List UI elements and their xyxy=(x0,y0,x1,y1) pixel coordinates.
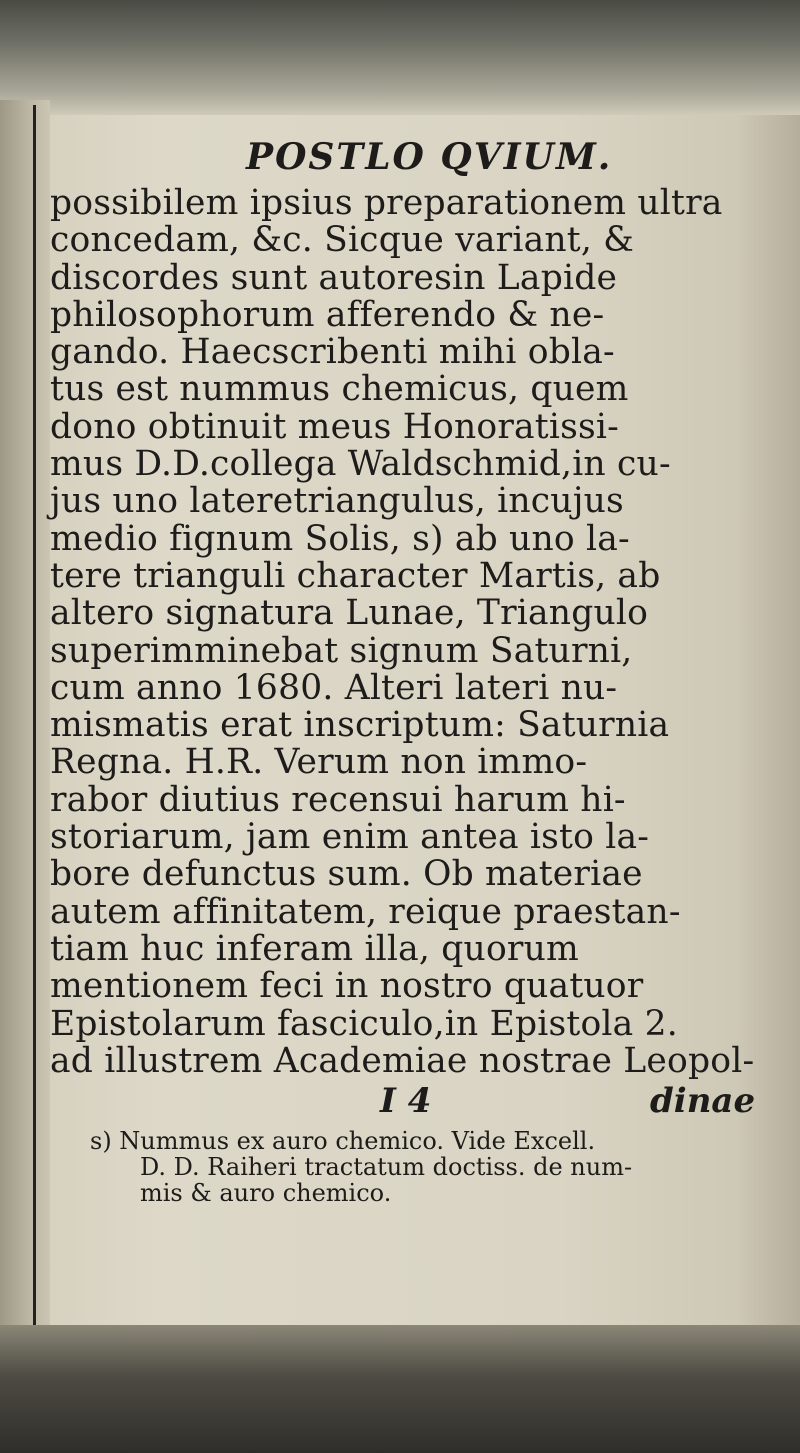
signature-mark: I 4 xyxy=(380,1081,432,1122)
text-line: storiarum, jam enim antea isto la- xyxy=(50,817,650,858)
text-line: cum anno 1680. Alteri lateri nu- xyxy=(50,667,618,708)
page-gutter xyxy=(0,100,50,1340)
text-line: mismatis erat inscriptum: Saturnia xyxy=(50,705,670,746)
text-line: dono obtinuit meus Honoratissi- xyxy=(50,406,619,447)
text-line: tus est nummus chemicus, quem xyxy=(50,369,629,410)
text-line: rabor diutius recensui harum hi- xyxy=(50,779,626,820)
text-line: tere trianguli character Martis, ab xyxy=(50,555,661,596)
text-line: superimminebat signum Saturni, xyxy=(50,630,633,671)
body-text xyxy=(50,185,780,1080)
text-line: mentionem feci in nostro quatuor xyxy=(50,966,644,1007)
scan-bottom-edge xyxy=(0,1325,800,1453)
text-line: Epistolarum fasciculo,in Epistola 2. xyxy=(50,1003,678,1044)
signature-line xyxy=(50,1082,780,1120)
catchword: dinae xyxy=(650,1081,756,1122)
scan-top-edge xyxy=(0,0,800,115)
text-line: discordes sunt autoresin Lapide xyxy=(50,257,618,298)
text-line: possibilem ipsius preparationem ultra xyxy=(50,183,723,223)
text-line: tiam huc inferam illa, quorum xyxy=(50,928,579,969)
text-line: medio fignum Solis, s) ab uno la- xyxy=(50,518,630,559)
text-line: Regna. H.R. Verum non immo- xyxy=(50,742,588,783)
text-line: concedam, &c. Sicque variant, & xyxy=(50,220,635,261)
footnote-line: D. D. Raiheri tractatum doctiss. de num- xyxy=(140,1153,633,1182)
running-head: POSTLO QVIUM. xyxy=(246,136,613,178)
text-line: ad illustrem Academiae nostrae Leopol- xyxy=(50,1040,755,1081)
text-line: altero signatura Lunae, Triangulo xyxy=(50,593,649,634)
text-line: bore defunctus sum. Ob materiae xyxy=(50,854,643,895)
margin-rule xyxy=(33,105,36,1335)
footnote xyxy=(50,1128,780,1206)
text-line: jus uno lateretriangulus, incujus xyxy=(50,481,624,522)
text-line: philosophorum afferendo & ne- xyxy=(50,294,605,335)
text-block xyxy=(50,135,780,1206)
footnote-line: s) Nummus ex auro chemico. Vide Excell. xyxy=(90,1127,596,1156)
footnote-line: mis & auro chemico. xyxy=(140,1179,392,1208)
text-line: gando. Haecscribenti mihi obla- xyxy=(50,332,615,373)
text-line: mus D.D.collega Waldschmid,in cu- xyxy=(50,444,671,485)
text-line: autem affinitatem, reique praestan- xyxy=(50,891,681,932)
